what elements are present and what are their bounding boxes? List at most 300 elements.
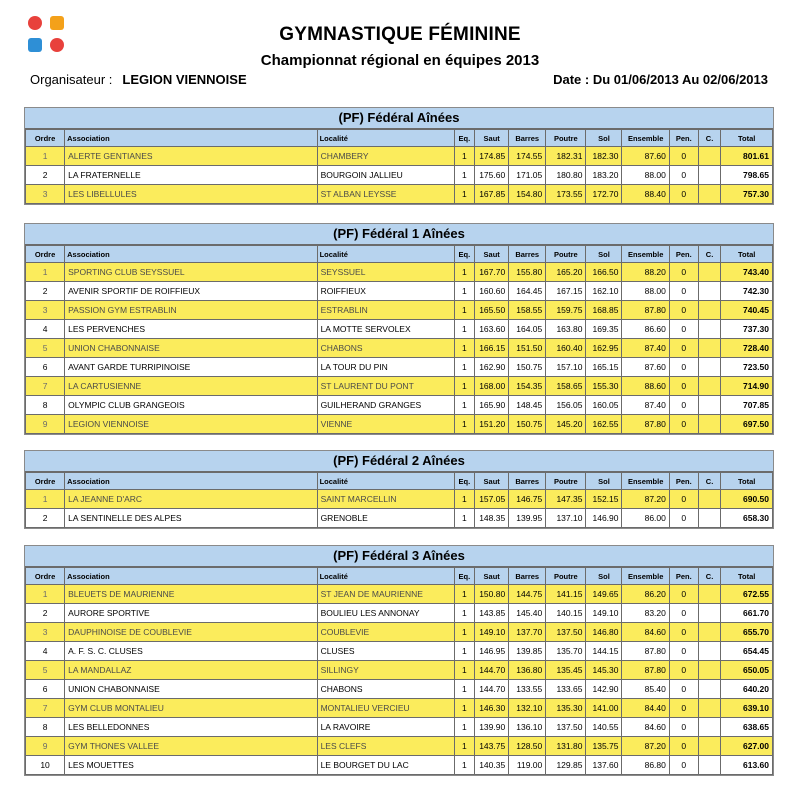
table-cell: 86.00 bbox=[622, 509, 669, 528]
column-header: Barres bbox=[509, 130, 546, 147]
table-cell: 639.10 bbox=[721, 699, 773, 718]
table-row bbox=[26, 737, 773, 756]
table-cell: 162.10 bbox=[586, 282, 622, 301]
table-row bbox=[26, 756, 773, 775]
table-row bbox=[26, 282, 773, 301]
table-cell: 87.20 bbox=[622, 490, 669, 509]
table-cell: 160.05 bbox=[586, 396, 622, 415]
table-cell: 84.60 bbox=[622, 718, 669, 737]
table-cell: 119.00 bbox=[509, 756, 546, 775]
table-row bbox=[26, 339, 773, 358]
table-cell: 140.55 bbox=[586, 718, 622, 737]
table-cell bbox=[698, 509, 721, 528]
table-cell: 85.40 bbox=[622, 680, 669, 699]
table-cell: 697.50 bbox=[721, 415, 773, 434]
column-header: Ensemble bbox=[622, 130, 669, 147]
table-cell: LES CLEFS bbox=[317, 737, 454, 756]
table-cell bbox=[698, 490, 721, 509]
column-header: Sol bbox=[586, 568, 622, 585]
column-header: Barres bbox=[509, 473, 546, 490]
organizer-label: Organisateur : bbox=[30, 72, 113, 87]
table-cell: CHABONS bbox=[317, 680, 454, 699]
table-cell: 1 bbox=[454, 718, 475, 737]
column-header: Pen. bbox=[669, 568, 698, 585]
table-header-row bbox=[26, 130, 773, 147]
table-cell: 135.45 bbox=[546, 661, 586, 680]
table-cell: 0 bbox=[669, 718, 698, 737]
table-cell: 1 bbox=[454, 756, 475, 775]
table-cell: 141.15 bbox=[546, 585, 586, 604]
table-cell: 171.05 bbox=[509, 166, 546, 185]
table-cell: 168.85 bbox=[586, 301, 622, 320]
table-cell bbox=[698, 737, 721, 756]
table-cell: 137.10 bbox=[546, 509, 586, 528]
table-row bbox=[26, 320, 773, 339]
table-cell bbox=[698, 147, 721, 166]
column-header: Total bbox=[721, 130, 773, 147]
table-cell: 707.85 bbox=[721, 396, 773, 415]
table-cell: 1 bbox=[454, 147, 475, 166]
table-cell: 145.40 bbox=[509, 604, 546, 623]
table-cell: 2 bbox=[26, 509, 65, 528]
results-table bbox=[25, 567, 773, 775]
table-cell: 154.80 bbox=[509, 185, 546, 204]
column-header: Barres bbox=[509, 246, 546, 263]
table-cell: 0 bbox=[669, 396, 698, 415]
table-cell: 0 bbox=[669, 680, 698, 699]
table-cell: 1 bbox=[454, 396, 475, 415]
table-cell: 88.00 bbox=[622, 166, 669, 185]
table-cell: LE BOURGET DU LAC bbox=[317, 756, 454, 775]
table-cell: 141.00 bbox=[586, 699, 622, 718]
column-header: Localité bbox=[317, 130, 454, 147]
table-cell: 86.20 bbox=[622, 585, 669, 604]
table-cell: 144.70 bbox=[475, 661, 509, 680]
table-cell: ST JEAN DE MAURIENNE bbox=[317, 585, 454, 604]
table-cell: 175.60 bbox=[475, 166, 509, 185]
table-cell bbox=[698, 185, 721, 204]
table-cell: 740.45 bbox=[721, 301, 773, 320]
table-cell: 0 bbox=[669, 415, 698, 434]
table-cell: BLEUETS DE MAURIENNE bbox=[65, 585, 317, 604]
table-cell: 1 bbox=[454, 623, 475, 642]
table-cell: 1 bbox=[454, 585, 475, 604]
table-cell: 0 bbox=[669, 737, 698, 756]
table-cell: 137.50 bbox=[546, 623, 586, 642]
table-cell: 7 bbox=[26, 699, 65, 718]
table-cell: 742.30 bbox=[721, 282, 773, 301]
table-cell: 163.60 bbox=[475, 320, 509, 339]
table-cell: 1 bbox=[454, 680, 475, 699]
table-cell: GYM CLUB MONTALIEU bbox=[65, 699, 317, 718]
column-header: Poutre bbox=[546, 473, 586, 490]
column-header: Pen. bbox=[669, 246, 698, 263]
column-header: Eq. bbox=[454, 130, 475, 147]
table-cell: 174.85 bbox=[475, 147, 509, 166]
table-cell: VIENNE bbox=[317, 415, 454, 434]
table-row bbox=[26, 415, 773, 434]
column-header: Ordre bbox=[26, 473, 65, 490]
table-cell bbox=[698, 396, 721, 415]
table-cell: 144.15 bbox=[586, 642, 622, 661]
table-cell bbox=[698, 320, 721, 339]
table-cell: 168.00 bbox=[475, 377, 509, 396]
table-cell: 0 bbox=[669, 623, 698, 642]
table-cell: LA TOUR DU PIN bbox=[317, 358, 454, 377]
table-cell: 165.15 bbox=[586, 358, 622, 377]
column-header: Ordre bbox=[26, 568, 65, 585]
table-cell: LA SENTINELLE DES ALPES bbox=[65, 509, 317, 528]
table-row bbox=[26, 604, 773, 623]
table-cell: MONTALIEU VERCIEU bbox=[317, 699, 454, 718]
table-cell: 128.50 bbox=[509, 737, 546, 756]
table-cell: 798.65 bbox=[721, 166, 773, 185]
column-header: Ordre bbox=[26, 246, 65, 263]
table-row bbox=[26, 585, 773, 604]
table-cell bbox=[698, 166, 721, 185]
table-cell: 144.75 bbox=[509, 585, 546, 604]
table-cell bbox=[698, 585, 721, 604]
table-cell: 135.30 bbox=[546, 699, 586, 718]
table-cell: 137.70 bbox=[509, 623, 546, 642]
table-cell: 737.30 bbox=[721, 320, 773, 339]
column-header: Saut bbox=[475, 473, 509, 490]
results-section bbox=[24, 545, 774, 776]
table-cell: DAUPHINOISE DE COUBLEVIE bbox=[65, 623, 317, 642]
table-cell: 182.30 bbox=[586, 147, 622, 166]
column-header: Association bbox=[65, 246, 317, 263]
column-header: Poutre bbox=[546, 246, 586, 263]
table-cell: 7 bbox=[26, 377, 65, 396]
table-header-row bbox=[26, 246, 773, 263]
table-cell: 0 bbox=[669, 509, 698, 528]
column-header: Pen. bbox=[669, 473, 698, 490]
table-cell: 151.20 bbox=[475, 415, 509, 434]
table-cell: 148.45 bbox=[509, 396, 546, 415]
table-cell bbox=[698, 661, 721, 680]
table-cell: 145.30 bbox=[586, 661, 622, 680]
table-cell: SPORTING CLUB SEYSSUEL bbox=[65, 263, 317, 282]
table-cell: 87.40 bbox=[622, 396, 669, 415]
table-cell: 162.95 bbox=[586, 339, 622, 358]
table-cell: 183.20 bbox=[586, 166, 622, 185]
table-cell: 87.60 bbox=[622, 147, 669, 166]
table-cell: 159.75 bbox=[546, 301, 586, 320]
table-cell: 86.60 bbox=[622, 320, 669, 339]
table-row bbox=[26, 166, 773, 185]
table-cell: 1 bbox=[454, 699, 475, 718]
table-cell: COUBLEVIE bbox=[317, 623, 454, 642]
table-row bbox=[26, 358, 773, 377]
table-cell: 167.85 bbox=[475, 185, 509, 204]
table-cell: 0 bbox=[669, 263, 698, 282]
table-cell: 2 bbox=[26, 604, 65, 623]
table-cell: 0 bbox=[669, 339, 698, 358]
results-section bbox=[24, 107, 774, 205]
table-cell: AVENIR SPORTIF DE ROIFFIEUX bbox=[65, 282, 317, 301]
column-header: Eq. bbox=[454, 246, 475, 263]
table-cell bbox=[698, 642, 721, 661]
table-cell: 155.80 bbox=[509, 263, 546, 282]
table-cell: 83.20 bbox=[622, 604, 669, 623]
table-cell: 0 bbox=[669, 358, 698, 377]
table-cell: 150.80 bbox=[475, 585, 509, 604]
table-cell: 182.31 bbox=[546, 147, 586, 166]
table-cell: 88.40 bbox=[622, 185, 669, 204]
column-header: C. bbox=[698, 568, 721, 585]
table-cell: 4 bbox=[26, 320, 65, 339]
table-row bbox=[26, 509, 773, 528]
table-cell: LA MOTTE SERVOLEX bbox=[317, 320, 454, 339]
column-header: C. bbox=[698, 473, 721, 490]
table-cell: 0 bbox=[669, 585, 698, 604]
table-cell: 0 bbox=[669, 490, 698, 509]
section-title: (PF) Fédéral 2 Aînées bbox=[25, 451, 773, 472]
table-cell: 8 bbox=[26, 718, 65, 737]
table-cell: 143.75 bbox=[475, 737, 509, 756]
table-cell: 132.10 bbox=[509, 699, 546, 718]
table-cell: 136.10 bbox=[509, 718, 546, 737]
organizer-value: LEGION VIENNOISE bbox=[122, 72, 247, 87]
table-cell: 654.45 bbox=[721, 642, 773, 661]
table-cell: 147.35 bbox=[546, 490, 586, 509]
column-header: Sol bbox=[586, 130, 622, 147]
table-cell: 690.50 bbox=[721, 490, 773, 509]
table-cell: LA FRATERNELLE bbox=[65, 166, 317, 185]
table-cell: LES PERVENCHES bbox=[65, 320, 317, 339]
table-cell bbox=[698, 377, 721, 396]
table-cell: 1 bbox=[454, 661, 475, 680]
table-cell: BOURGOIN JALLIEU bbox=[317, 166, 454, 185]
table-cell: 165.90 bbox=[475, 396, 509, 415]
table-cell: 1 bbox=[454, 358, 475, 377]
table-cell bbox=[698, 282, 721, 301]
table-cell: 129.85 bbox=[546, 756, 586, 775]
table-row bbox=[26, 147, 773, 166]
table-cell: 661.70 bbox=[721, 604, 773, 623]
table-cell: 150.75 bbox=[509, 415, 546, 434]
date-value: Du 01/06/2013 Au 02/06/2013 bbox=[592, 72, 768, 87]
table-cell: 140.15 bbox=[546, 604, 586, 623]
table-cell: 1 bbox=[26, 147, 65, 166]
table-cell: ROIFFIEUX bbox=[317, 282, 454, 301]
table-cell: 3 bbox=[26, 301, 65, 320]
table-cell: 131.80 bbox=[546, 737, 586, 756]
table-row bbox=[26, 185, 773, 204]
table-cell: 137.50 bbox=[546, 718, 586, 737]
column-header: C. bbox=[698, 246, 721, 263]
table-cell: 135.70 bbox=[546, 642, 586, 661]
table-cell: 0 bbox=[669, 282, 698, 301]
table-cell bbox=[698, 339, 721, 358]
table-row bbox=[26, 396, 773, 415]
table-cell: 167.70 bbox=[475, 263, 509, 282]
table-row bbox=[26, 642, 773, 661]
table-cell: 155.30 bbox=[586, 377, 622, 396]
table-cell: 9 bbox=[26, 737, 65, 756]
table-cell: 135.75 bbox=[586, 737, 622, 756]
table-cell: SAINT MARCELLIN bbox=[317, 490, 454, 509]
table-cell: UNION CHABONNAISE bbox=[65, 339, 317, 358]
table-cell: 3 bbox=[26, 185, 65, 204]
table-cell: AURORE SPORTIVE bbox=[65, 604, 317, 623]
table-cell: 160.60 bbox=[475, 282, 509, 301]
table-cell: 87.80 bbox=[622, 661, 669, 680]
table-cell: 143.85 bbox=[475, 604, 509, 623]
column-header: Eq. bbox=[454, 473, 475, 490]
table-cell: 1 bbox=[454, 339, 475, 358]
table-cell: 154.35 bbox=[509, 377, 546, 396]
table-cell: 0 bbox=[669, 661, 698, 680]
table-cell: PASSION GYM ESTRABLIN bbox=[65, 301, 317, 320]
table-cell: LES LIBELLULES bbox=[65, 185, 317, 204]
table-cell: ST LAURENT DU PONT bbox=[317, 377, 454, 396]
table-cell bbox=[698, 699, 721, 718]
table-cell: 149.10 bbox=[586, 604, 622, 623]
table-cell: 0 bbox=[669, 166, 698, 185]
table-cell: 3 bbox=[26, 623, 65, 642]
table-cell: 1 bbox=[454, 642, 475, 661]
table-cell: 9 bbox=[26, 415, 65, 434]
table-cell: 88.00 bbox=[622, 282, 669, 301]
column-header: Eq. bbox=[454, 568, 475, 585]
table-row bbox=[26, 718, 773, 737]
table-cell: CHAMBERY bbox=[317, 147, 454, 166]
table-cell: 180.80 bbox=[546, 166, 586, 185]
table-cell: 167.15 bbox=[546, 282, 586, 301]
table-cell: 1 bbox=[454, 166, 475, 185]
table-cell: 1 bbox=[26, 490, 65, 509]
table-cell: 0 bbox=[669, 604, 698, 623]
table-row bbox=[26, 263, 773, 282]
table-cell: 627.00 bbox=[721, 737, 773, 756]
results-table bbox=[25, 129, 773, 204]
table-cell: 139.95 bbox=[509, 509, 546, 528]
table-cell: 146.30 bbox=[475, 699, 509, 718]
table-cell: 160.40 bbox=[546, 339, 586, 358]
table-cell: 1 bbox=[454, 604, 475, 623]
table-cell: 133.55 bbox=[509, 680, 546, 699]
table-cell: 86.80 bbox=[622, 756, 669, 775]
table-cell: 757.30 bbox=[721, 185, 773, 204]
table-cell: UNION CHABONNAISE bbox=[65, 680, 317, 699]
table-cell: 1 bbox=[454, 263, 475, 282]
table-cell: 136.80 bbox=[509, 661, 546, 680]
table-cell: 152.15 bbox=[586, 490, 622, 509]
column-header: Localité bbox=[317, 246, 454, 263]
table-cell: 728.40 bbox=[721, 339, 773, 358]
table-cell: 801.61 bbox=[721, 147, 773, 166]
column-header: Saut bbox=[475, 130, 509, 147]
table-cell: ESTRABLIN bbox=[317, 301, 454, 320]
table-cell: 88.20 bbox=[622, 263, 669, 282]
table-cell bbox=[698, 623, 721, 642]
table-cell: 174.55 bbox=[509, 147, 546, 166]
column-header: Localité bbox=[317, 568, 454, 585]
table-cell: 88.60 bbox=[622, 377, 669, 396]
table-row bbox=[26, 680, 773, 699]
table-cell: CLUSES bbox=[317, 642, 454, 661]
table-cell: 714.90 bbox=[721, 377, 773, 396]
table-cell: SEYSSUEL bbox=[317, 263, 454, 282]
table-cell: 640.20 bbox=[721, 680, 773, 699]
table-cell: 4 bbox=[26, 642, 65, 661]
table-row bbox=[26, 661, 773, 680]
table-cell: 145.20 bbox=[546, 415, 586, 434]
column-header: Ensemble bbox=[622, 568, 669, 585]
table-cell: 0 bbox=[669, 320, 698, 339]
table-cell: 0 bbox=[669, 301, 698, 320]
table-cell: 0 bbox=[669, 377, 698, 396]
table-cell: 613.60 bbox=[721, 756, 773, 775]
column-header: Total bbox=[721, 246, 773, 263]
column-header: Barres bbox=[509, 568, 546, 585]
column-header: Saut bbox=[475, 246, 509, 263]
table-cell: 723.50 bbox=[721, 358, 773, 377]
table-cell: 84.40 bbox=[622, 699, 669, 718]
table-cell: 139.85 bbox=[509, 642, 546, 661]
table-cell: 162.90 bbox=[475, 358, 509, 377]
table-cell: 8 bbox=[26, 396, 65, 415]
table-cell: 0 bbox=[669, 642, 698, 661]
table-cell: SILLINGY bbox=[317, 661, 454, 680]
table-cell: 166.15 bbox=[475, 339, 509, 358]
table-cell: 156.05 bbox=[546, 396, 586, 415]
column-header: Association bbox=[65, 568, 317, 585]
table-row bbox=[26, 490, 773, 509]
table-row bbox=[26, 699, 773, 718]
table-cell: 1 bbox=[454, 282, 475, 301]
table-cell: 157.10 bbox=[546, 358, 586, 377]
table-cell: LEGION VIENNOISE bbox=[65, 415, 317, 434]
column-header: C. bbox=[698, 130, 721, 147]
table-cell: 169.35 bbox=[586, 320, 622, 339]
table-cell: 0 bbox=[669, 185, 698, 204]
table-cell: A. F. S. C. CLUSES bbox=[65, 642, 317, 661]
column-header: Poutre bbox=[546, 130, 586, 147]
column-header: Total bbox=[721, 568, 773, 585]
table-cell: 151.50 bbox=[509, 339, 546, 358]
results-table bbox=[25, 245, 773, 434]
table-cell: 158.65 bbox=[546, 377, 586, 396]
table-cell: 1 bbox=[454, 377, 475, 396]
table-cell: 1 bbox=[454, 490, 475, 509]
table-cell: 146.90 bbox=[586, 509, 622, 528]
table-cell: 5 bbox=[26, 661, 65, 680]
column-header: Saut bbox=[475, 568, 509, 585]
table-cell: 149.10 bbox=[475, 623, 509, 642]
section-title: (PF) Fédéral 1 Aînées bbox=[25, 224, 773, 245]
table-cell: 87.80 bbox=[622, 415, 669, 434]
table-row bbox=[26, 623, 773, 642]
table-cell: 142.90 bbox=[586, 680, 622, 699]
table-cell: GUILHERAND GRANGES bbox=[317, 396, 454, 415]
table-cell bbox=[698, 718, 721, 737]
column-header: Ensemble bbox=[622, 246, 669, 263]
section-title: (PF) Fédéral 3 Aînées bbox=[25, 546, 773, 567]
table-cell bbox=[698, 358, 721, 377]
results-section bbox=[24, 450, 774, 529]
table-cell: 84.60 bbox=[622, 623, 669, 642]
table-cell: LA RAVOIRE bbox=[317, 718, 454, 737]
table-cell: 1 bbox=[26, 585, 65, 604]
table-cell: 0 bbox=[669, 756, 698, 775]
results-table bbox=[25, 472, 773, 528]
table-cell: 10 bbox=[26, 756, 65, 775]
table-cell: 1 bbox=[454, 737, 475, 756]
table-cell: 1 bbox=[454, 320, 475, 339]
table-cell: 162.55 bbox=[586, 415, 622, 434]
